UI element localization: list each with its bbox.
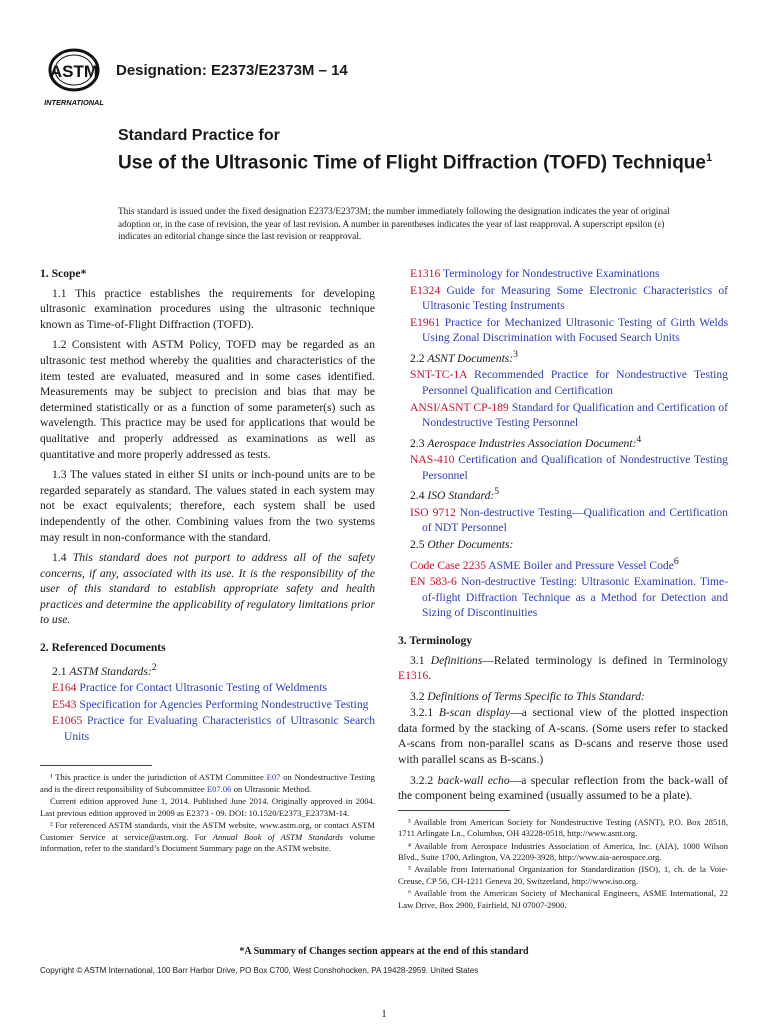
footnote-1 bbox=[40, 772, 375, 795]
footnote-2 bbox=[40, 820, 375, 854]
punctuation: . bbox=[428, 669, 432, 683]
footnote-text: on Ultrasonic Method. bbox=[231, 783, 312, 794]
safety-statement: This standard does not purport to address all of the safety concerns, if any, associated with its use. It is the responsibility of the user of this standard to establish appropriate safety and health practices and determine the applicability of regulatory limitations prior to use. bbox=[40, 551, 375, 627]
term: B-scan display bbox=[438, 706, 511, 720]
terminology-link[interactable]: E1316 bbox=[398, 669, 429, 683]
paragraph-3-2 bbox=[398, 689, 728, 705]
astm-standards-list-continued bbox=[398, 266, 728, 346]
footnote-ref[interactable]: 6 bbox=[673, 555, 679, 567]
reference-item bbox=[398, 266, 728, 282]
reference-title-link[interactable]: ASME Boiler and Pressure Vessel Code bbox=[488, 558, 674, 572]
reference-title-link[interactable]: Guide for Measuring Some Electronic Characteristics of Ultrasonic Testing Instruments bbox=[422, 283, 729, 313]
reference-code-link[interactable]: E543 bbox=[52, 697, 77, 711]
document-header bbox=[40, 46, 740, 110]
paragraph-number: 1.4 bbox=[52, 551, 73, 565]
aia-documents-list bbox=[398, 452, 728, 483]
footnote-ref[interactable]: 2 bbox=[151, 661, 157, 673]
asnt-documents-list bbox=[398, 367, 728, 430]
definition-text: —Related terminology is defined in Terminology bbox=[482, 653, 728, 667]
reference-title-link[interactable]: Recommended Practice for Nondestructive Testing Personnel Qualification and Certification bbox=[422, 368, 729, 398]
reference-title-link[interactable]: Terminology for Nondestructive Examinations bbox=[442, 267, 660, 280]
subhead-astm-standards bbox=[40, 660, 375, 679]
subhead-number: 2.3 bbox=[410, 436, 428, 450]
reference-code-link[interactable]: E164 bbox=[52, 681, 77, 695]
reference-code-link[interactable]: E1316 bbox=[410, 267, 441, 280]
page-title bbox=[118, 126, 718, 174]
subhead-aia-document bbox=[398, 432, 728, 451]
title-text: Use of the Ultrasonic Time of Flight Diffraction (TOFD) Technique bbox=[118, 152, 706, 174]
subhead-label: ISO Standard: bbox=[427, 489, 495, 503]
logo-subtext: INTERNATIONAL bbox=[44, 98, 104, 107]
footnote-ref[interactable]: 5 bbox=[494, 486, 500, 498]
summary-of-changes-note: *A Summary of Changes section appears at the end of this standard bbox=[239, 946, 529, 957]
subhead-number: 2.4 bbox=[410, 489, 428, 503]
reference-title-link[interactable]: Specification for Agencies Performing Nondestructive Testing bbox=[79, 697, 369, 711]
reference-code-link[interactable]: Code Case 2235 bbox=[410, 558, 486, 572]
reference-item bbox=[40, 680, 375, 696]
right-column bbox=[398, 266, 728, 912]
footnote-3: ³ Available from American Society for Nondestructive Testing (ASNT), P.O. Box 28518, 1711 Arlingate Ln., Columbus, OH 43228-0518, http://www.asnt.org. bbox=[398, 816, 728, 839]
footnote-italic: Annual Book of ASTM Standards bbox=[212, 831, 343, 842]
left-column bbox=[40, 266, 375, 855]
astm-logo-icon bbox=[44, 46, 116, 108]
paragraph-number: 3.2 bbox=[410, 689, 428, 703]
footnote-6: ⁶ Available from the American Society of Mechanical Engineers, ASME International, 22 Law Drive, Box 2900, Fairfield, NJ 07007-2900. bbox=[398, 888, 728, 910]
subhead-label: ASTM Standards: bbox=[69, 664, 152, 678]
footnote-divider bbox=[398, 810, 510, 811]
subhead-label: Aerospace Industries Association Document: bbox=[427, 436, 637, 450]
term: back-wall echo bbox=[437, 773, 510, 787]
reference-item bbox=[398, 400, 728, 431]
section-heading-scope: 1. Scope* bbox=[40, 267, 87, 280]
subhead-label: ASNT Documents: bbox=[427, 351, 514, 365]
section-heading-referenced-documents: 2. Referenced Documents bbox=[40, 641, 166, 655]
subhead-iso-standard bbox=[398, 484, 728, 503]
iso-standards-list bbox=[398, 505, 728, 536]
footnote-ref[interactable]: 3 bbox=[513, 348, 518, 360]
definition-text: —a sectional view of the plotted inspection data formed by the stacking of A-scans. (Some users refer to stacked A-scans from non-parallel scans as D-scans and reserve those used with parallel scans as B-scans.) bbox=[398, 706, 728, 767]
reference-item bbox=[398, 452, 728, 483]
other-documents-list bbox=[398, 554, 728, 621]
paragraph-number: 3.1 bbox=[410, 653, 431, 667]
subhead-number: 2.1 bbox=[52, 664, 70, 678]
reference-title-link[interactable]: Non-destructive Testing—Qualification and Certification of NDT Personnel bbox=[422, 505, 728, 535]
reference-code-link[interactable]: ISO 9712 bbox=[410, 505, 456, 519]
subhead-other-documents bbox=[398, 537, 728, 553]
reference-item bbox=[398, 367, 728, 398]
subhead-number: 2.5 bbox=[410, 538, 428, 552]
paragraph-number: 3.2.2 bbox=[410, 773, 438, 787]
reference-item bbox=[40, 697, 375, 713]
reference-code-link[interactable]: E1065 bbox=[52, 714, 83, 728]
title-prefix: Standard Practice for bbox=[118, 127, 280, 144]
reference-item bbox=[398, 315, 728, 346]
footnote-edition: Current edition approved June 1, 2014. Published June 2014. Originally approved in 2004. Last previous edition approved in 2009 as E2373 - 09. DOI: 10.1520/E2373_E2373M-14. bbox=[40, 796, 375, 818]
paragraph-number: 3.2.1 bbox=[410, 706, 439, 720]
reference-title-link[interactable]: Practice for Contact Ultrasonic Testing of Weldments bbox=[79, 681, 328, 695]
reference-code-link[interactable]: E1324 bbox=[410, 283, 441, 297]
reference-code-link[interactable]: NAS-410 bbox=[410, 453, 455, 467]
footnote-text: ² For referenced ASTM standards, visit the ASTM website, www.astm.org, or contact ASTM Customer Service at service@astm.org. For bbox=[40, 820, 375, 842]
subhead-asnt-documents bbox=[398, 347, 728, 366]
reference-item bbox=[398, 283, 728, 314]
footnote-text: ¹ This practice is under the jurisdiction of ASTM Committee bbox=[50, 772, 267, 783]
footnote-text: volume information, refer to the standard’s Document Summary page on the ASTM website. bbox=[40, 831, 375, 853]
reference-code-link[interactable]: ANSI/ASNT CP-189 bbox=[410, 400, 509, 414]
subhead-label: Other Documents: bbox=[427, 538, 514, 552]
paragraph-3-2-2 bbox=[398, 773, 728, 804]
reference-code-link[interactable]: E1961 bbox=[410, 315, 441, 329]
footnote-divider bbox=[40, 765, 152, 766]
issue-note: This standard is issued under the fixed designation E2373/E2373M; the number immediately following the designation indicates the year of original adoption or, in the case of revision, the year of last revision. A number in parentheses indicates the year of last reapproval. A superscript epsilon (ε) indicates an editorial change since the last revision or reapproval. bbox=[118, 207, 670, 243]
reference-code-link[interactable]: EN 583-6 bbox=[410, 575, 457, 589]
footnote-5: ⁵ Available from International Organization for Standardization (ISO), 1, ch. de la Voie-Creuse, CP 56, CH-1211 Geneva 20, Switzerland, http://www.iso.org. bbox=[398, 864, 728, 886]
term: Definitions bbox=[430, 653, 483, 667]
reference-title-link[interactable]: Standard for Qualification and Certification of Nondestructive Testing Personnel bbox=[422, 400, 728, 430]
paragraph-1-2: 1.2 Consistent with ASTM Policy, TOFD may be regarded as an ultrasonic test method whereby the qualities and characteristics of the item tested are evaluated, measured and in some cases identified. Measurements may be subject to precision and bias that may be determined statistically or as a function of some parameter(s) such as wavelength. This practice may be used for applications that would be qualitative and properly addressed as examinations as well as quantitative and more properly addressed as tests. bbox=[40, 338, 375, 461]
paragraph-1-1: 1.1 This practice establishes the requirements for developing ultrasonic examination procedures using the ultrasonic technique known as Time-of-Flight Diffraction (TOFD). bbox=[40, 286, 375, 331]
reference-item bbox=[398, 574, 728, 621]
reference-title-link[interactable]: Certification and Qualification of Nondestructive Testing Personnel bbox=[422, 453, 728, 482]
reference-item bbox=[398, 505, 728, 536]
paragraph-3-1 bbox=[398, 653, 728, 684]
copyright-line: Copyright © ASTM International, 100 Barr Harbor Drive, PO Box C700, West Conshohocken, PA 19428-2959. United States bbox=[40, 966, 479, 975]
footnote-ref[interactable]: 4 bbox=[636, 433, 642, 445]
page-number: 1 bbox=[381, 1008, 387, 1020]
logo-text: ASTM bbox=[49, 62, 99, 81]
reference-title-link[interactable]: Practice for Evaluating Characteristics of Ultrasonic Search Units bbox=[64, 714, 375, 743]
committee-link[interactable]: E07 bbox=[266, 772, 281, 783]
paragraph-1-3: 1.3 The values stated in either SI units or inch-pound units are to be regarded separately as standard. The values stated in each system may not be exact equivalents; therefore, each system shall be used independently of the other. Combining values from the two systems may result in non-conformance with the standard. bbox=[40, 468, 375, 544]
reference-item bbox=[398, 554, 728, 573]
subhead-label: Definitions of Terms Specific to This Standard: bbox=[427, 689, 645, 703]
title-footnote-ref[interactable]: 1 bbox=[705, 152, 713, 164]
reference-item bbox=[40, 713, 375, 744]
section-heading-terminology: 3. Terminology bbox=[398, 633, 473, 647]
paragraph-3-2-1 bbox=[398, 705, 728, 767]
subhead-number: 2.2 bbox=[410, 351, 428, 365]
title-main bbox=[118, 147, 718, 174]
designation-label: Designation: E2373/E2373M – 14 bbox=[116, 62, 348, 79]
definition-text: —a specular reflection from the back-wall of the component being examined (usually assumed to be a plate). bbox=[398, 773, 728, 803]
reference-code-link[interactable]: SNT-TC-1A bbox=[410, 368, 467, 382]
reference-title-link[interactable]: Practice for Mechanized Ultrasonic Testing of Girth Welds Using Zonal Discrimination with Focused Search Units bbox=[422, 315, 729, 345]
reference-title-link[interactable]: Non-destructive Testing: Ultrasonic Examination. Time-of-flight Diffraction Technique as a Method for Detection and Sizing of Discontinuities bbox=[422, 575, 728, 620]
astm-standards-list bbox=[40, 680, 375, 744]
footnote-4: ⁴ Available from Aerospace Industries Association of America, Inc. (AIA), 1000 Wilson Blvd., Suite 1700, Arlington, VA 22209-3928, http://www.aia-aerospace.org. bbox=[398, 840, 728, 863]
paragraph-1-4 bbox=[40, 550, 375, 628]
footnote-text: on Nondestructive Testing and is the direct responsibility of Subcommittee bbox=[40, 772, 375, 794]
subcommittee-link[interactable]: E07.06 bbox=[206, 783, 232, 794]
